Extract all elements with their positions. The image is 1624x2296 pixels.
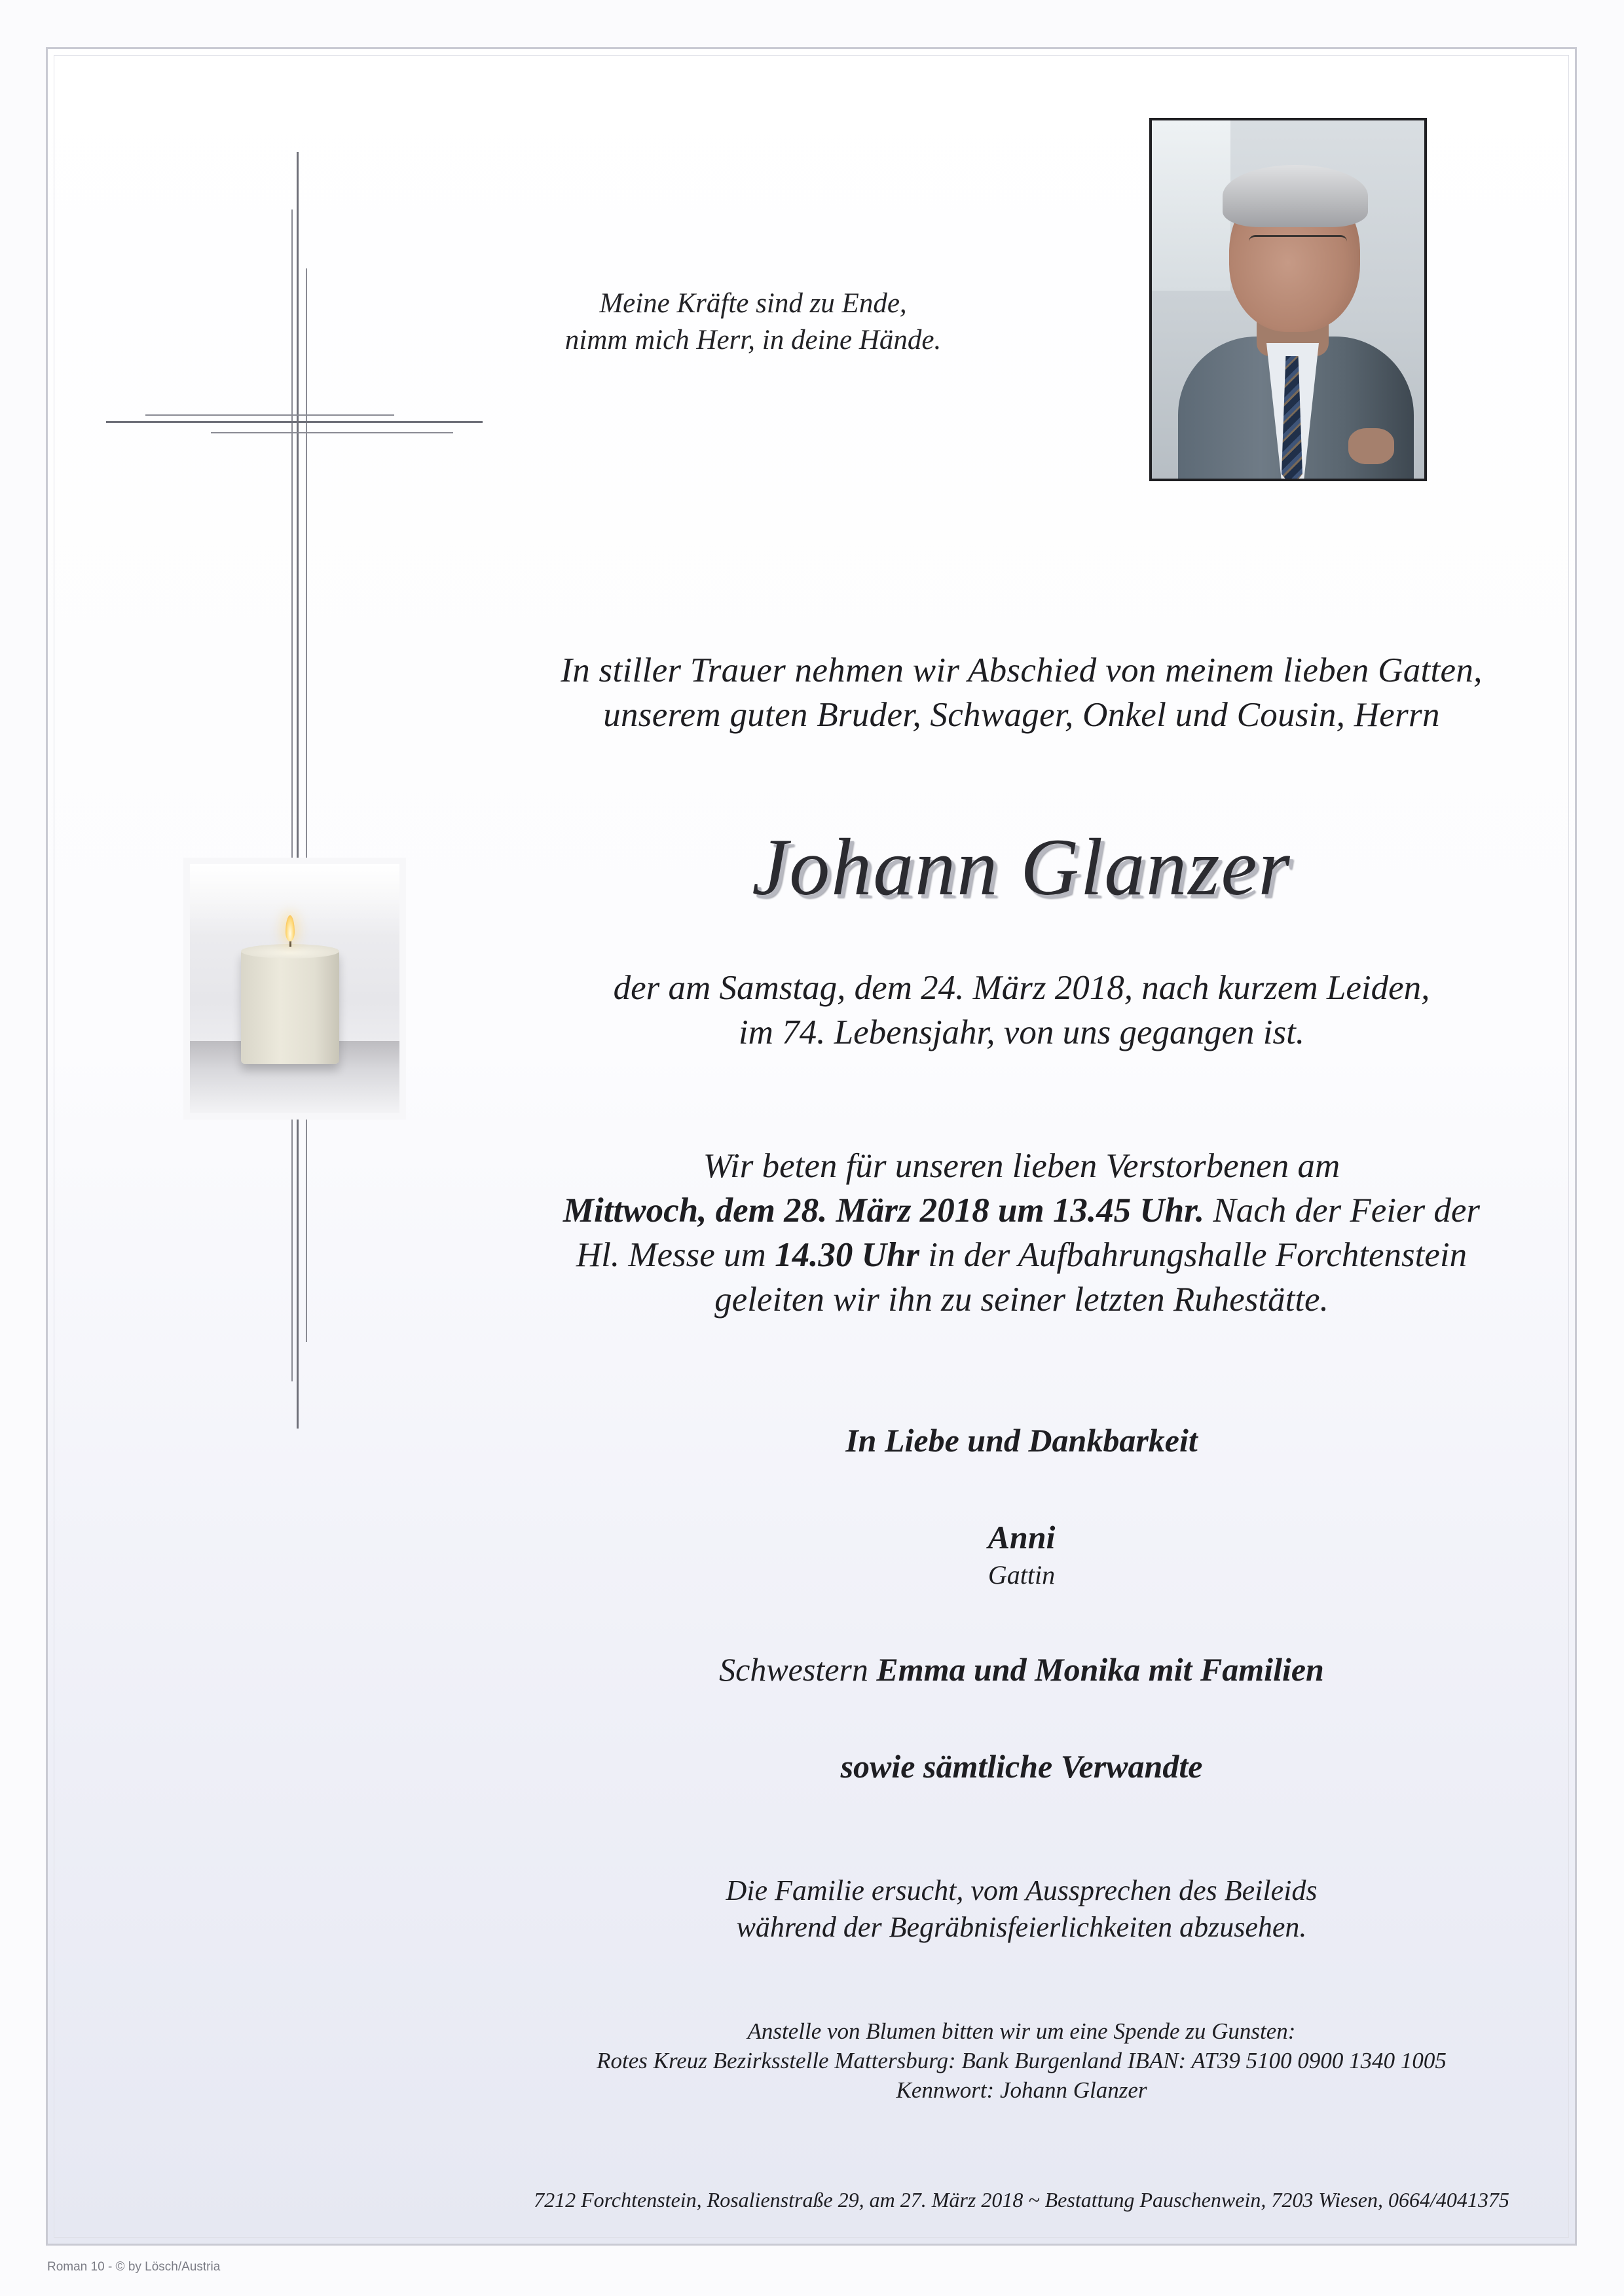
death-notice: [498, 966, 1545, 1055]
photo-glasses: [1249, 235, 1347, 257]
intro-line-1: In stiller Trauer nehmen wir Abschied von meinem lieben Gatten,: [561, 651, 1483, 689]
prayer-line-3-a: Hl. Messe um: [576, 1236, 775, 1274]
cross-horizontal-lower: [211, 432, 453, 433]
footer-address: 7212 Forchtenstein, Rosalienstraße 29, am 27. März 2018 ~ Bestattung Pauschenwein, 7203 Wiesen, 0664/4041375: [534, 2188, 1509, 2212]
siblings-prefix: Schwestern: [719, 1651, 877, 1688]
spouse-role: Gattin: [987, 1560, 1056, 1590]
mass-time: 14.30 Uhr: [775, 1236, 919, 1274]
cross-vertical-right: [306, 268, 307, 1342]
candle-body: [241, 949, 339, 1064]
death-notice-line-1: der am Samstag, dem 24. März 2018, nach kurzem Leiden,: [613, 969, 1430, 1007]
intro-line-2: unserem guten Bruder, Schwager, Onkel und Cousin, Herrn: [603, 696, 1440, 734]
siblings-names: Emma und Monika mit Familien: [876, 1651, 1324, 1688]
spouse-name: Anni: [987, 1519, 1056, 1556]
deceased-name: Johann Glanzer: [752, 822, 1291, 912]
condolence-request: [498, 1872, 1545, 1946]
copyright-notice: Roman 10 - © by Lösch/Austria: [47, 2260, 221, 2274]
portrait-photo: [1149, 118, 1427, 481]
cross-horizontal-main: [106, 421, 483, 423]
donation-line-3: Kennwort: Johann Glanzer: [896, 2077, 1147, 2103]
motto-line-2: nimm mich Herr, in deine Hände.: [564, 325, 942, 355]
donation-line-1: Anstelle von Blumen bitten wir um eine Spende zu Gunsten:: [747, 2018, 1296, 2044]
funeral-details: [498, 1144, 1545, 1322]
candle-background-light: [190, 864, 399, 936]
intro-text: [498, 648, 1545, 737]
motto-line-1: Meine Kräfte sind zu Ende,: [599, 288, 907, 319]
condolence-line-2: während der Begräbnisfeierlichkeiten abzusehen.: [736, 1911, 1307, 1943]
condolence-line-1: Die Familie ersucht, vom Aussprechen des Beileids: [726, 1874, 1318, 1906]
prayer-line-4: geleiten wir ihn zu seiner letzten Ruhestätte.: [714, 1281, 1329, 1319]
donation-note: [498, 2016, 1545, 2105]
prayer-line-1: Wir beten für unseren lieben Verstorbenen am: [703, 1147, 1340, 1185]
motto-verse: [458, 285, 1048, 359]
cross-vertical-main: [297, 152, 299, 1429]
prayer-line-2-rest: Nach der Feier der: [1204, 1192, 1481, 1230]
photo-background-window: [1152, 120, 1230, 291]
relatives-line: sowie sämtliche Verwandte: [840, 1748, 1203, 1785]
siblings-line: [498, 1649, 1545, 1690]
prayer-date-time: Mittwoch, dem 28. März 2018 um 13.45 Uhr.: [563, 1192, 1205, 1230]
prayer-line-3-b: in der Aufbahrungshalle Forchtenstein: [919, 1236, 1467, 1274]
cross-vertical-left: [291, 210, 293, 1381]
candle-icon: [190, 864, 399, 1113]
photo-hand: [1348, 428, 1394, 464]
cross-horizontal-upper: [145, 414, 394, 416]
death-notice-line-2: im 74. Lebensjahr, von uns gegangen ist.: [738, 1013, 1305, 1051]
photo-hair: [1223, 165, 1368, 227]
closing-phrase: In Liebe und Dankbarkeit: [845, 1422, 1198, 1459]
donation-line-2: Rotes Kreuz Bezirksstelle Mattersburg: Bank Burgenland IBAN: AT39 5100 0900 1340 1005: [597, 2048, 1447, 2073]
